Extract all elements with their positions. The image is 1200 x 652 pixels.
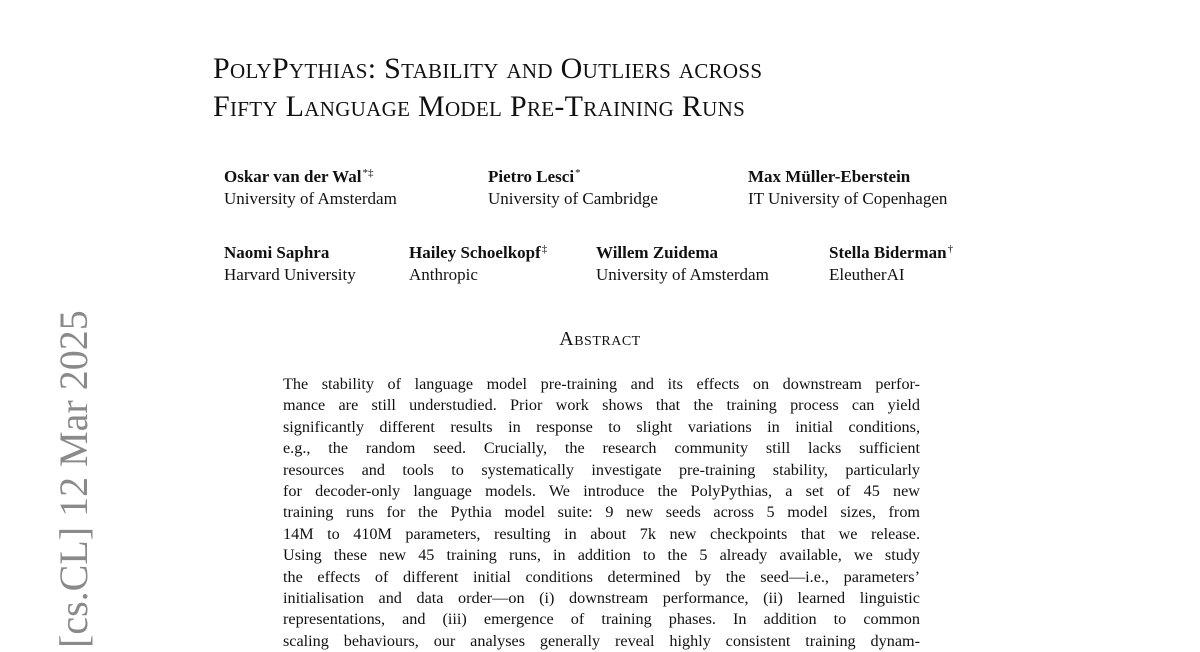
author-block-6	[596, 238, 769, 286]
author-footnote-marks: ‡	[541, 243, 548, 255]
author-block-1	[224, 162, 397, 210]
abstract-line: for decoder-only language models. We introduce the PolyPythias, a set of 45 new	[283, 482, 920, 501]
paper-title-line-2: Fifty Language Model Pre-Training Runs	[213, 90, 746, 123]
abstract-line: training runs for the Pythia model suite: 9 new seeds across 5 model sizes, from	[283, 503, 920, 522]
abstract-heading: Abstract	[559, 328, 641, 350]
abstract-line: mance are still understudied. Prior work shows that the training process can yield	[283, 396, 920, 415]
author-block-5	[409, 238, 547, 286]
author-block-2	[488, 162, 658, 210]
author-affiliation: University of Cambridge	[488, 189, 658, 208]
abstract-body	[283, 374, 920, 652]
author-affiliation: Harvard University	[224, 265, 356, 284]
paper-title-line-1: PolyPythias: Stability and Outliers across	[213, 52, 763, 85]
author-affiliation: University of Amsterdam	[596, 265, 769, 284]
abstract-line: resources and tools to systematically investigate pre-training stability, particularly	[283, 460, 920, 479]
author-block-4	[224, 238, 356, 286]
author-name: Stella Biderman†	[829, 243, 954, 262]
abstract-line: the effects of different initial conditions determined by the seed—i.e., parameters’	[283, 567, 920, 586]
abstract-line: The stability of language model pre-training and its effects on downstream perfor-	[283, 375, 920, 393]
author-footnote-marks: *	[575, 167, 581, 179]
abstract-line: initialisation and data order—on (i) downstream performance, (ii) learned linguistic	[283, 589, 920, 608]
author-name: Oskar van der Wal*‡	[224, 167, 374, 186]
abstract-line: scaling behaviours, our analyses generally reveal highly consistent training dynam-	[283, 631, 920, 650]
author-name: Max Müller-Eberstein	[748, 167, 911, 186]
author-affiliation: Anthropic	[409, 265, 478, 284]
author-block-7	[829, 238, 953, 286]
abstract-line: representations, and (iii) emergence of training phases. In addition to common	[283, 610, 920, 629]
author-affiliation: IT University of Copenhagen	[748, 189, 948, 208]
arxiv-sidebar-stamp	[26, 0, 96, 648]
author-affiliation: University of Amsterdam	[224, 189, 397, 208]
paper-title	[213, 50, 1033, 126]
author-footnote-marks: †	[947, 243, 954, 255]
abstract-line: Using these new 45 training runs, in addition to the 5 already available, we study	[283, 546, 920, 565]
author-name: Pietro Lesci*	[488, 167, 581, 186]
author-name: Hailey Schoelkopf‡	[409, 243, 548, 262]
author-name: Willem Zuidema	[596, 243, 718, 262]
abstract-line: significantly different results in response to slight variations in initial conditions,	[283, 417, 920, 436]
arxiv-identifier-text: [cs.CL] 12 Mar 2025	[51, 310, 96, 648]
author-affiliation: EleutherAI	[829, 265, 905, 284]
abstract-line: 14M to 410M parameters, resulting in about 7k new checkpoints that we release.	[283, 524, 920, 543]
abstract-line: e.g., the random seed. Crucially, the research community still lacks sufficient	[283, 439, 920, 458]
author-footnote-marks: *‡	[362, 167, 374, 179]
author-name: Naomi Saphra	[224, 243, 330, 262]
author-block-3	[748, 162, 947, 210]
